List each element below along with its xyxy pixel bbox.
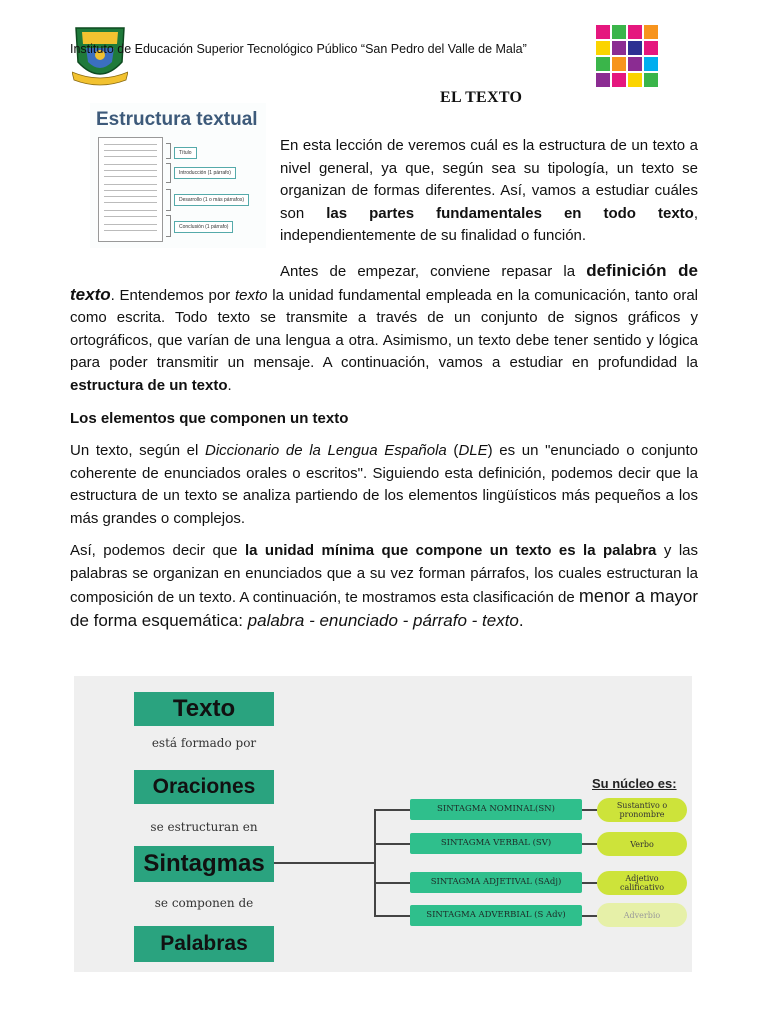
institution-header: Instituto de Educación Superior Tecnológico Público “San Pedro del Valle de Mala” [70, 42, 527, 56]
connector-estructuran: se estructuran en [150, 820, 258, 834]
nucleo-verbo: Verbo [597, 832, 687, 856]
connector-componen: se componen de [154, 896, 254, 910]
sintagma-adverbial: SINTAGMA ADVERBIAL (S Adv) [410, 905, 582, 926]
colorful-blocks-logo-icon [596, 25, 658, 87]
connector-line [274, 862, 374, 864]
connector-formado: está formado por [151, 736, 257, 750]
arrow-line [582, 809, 597, 811]
paragraph-dle: Un texto, según el Diccionario de la Lengua Española (DLE) es un "enunciado o conjunto coherente de enunciados orales o escritos". Siguiendo esta definición, podemos decir que la estructura de un texto se analiza partiendo de los elementos lingüísticos más pequeños a los más grandes o complejos. [70, 442, 699, 527]
arrow-line [582, 843, 597, 845]
document-title: EL TEXTO [440, 89, 523, 106]
text-hierarchy-diagram [74, 676, 692, 972]
connector-line [374, 809, 410, 811]
nucleo-sustantivo: Sustantivo o pronombre [597, 798, 687, 822]
arrow-line [582, 882, 597, 884]
figure-box-intro: Introducción (1 párrafo) [174, 167, 236, 179]
sintagma-nominal: SINTAGMA NOMINAL(SN) [410, 799, 582, 820]
level-palabras: Palabras [134, 926, 274, 962]
connector-line [374, 882, 410, 884]
level-oraciones: Oraciones [134, 770, 274, 804]
nucleo-title: Su núcleo es: [592, 776, 677, 791]
page-outline-icon [98, 137, 163, 242]
text-structure-figure [90, 103, 266, 248]
school-crest-icon [72, 22, 128, 90]
sintagma-adjetival: SINTAGMA ADJETIVAL (SAdj) [410, 872, 582, 893]
nucleo-adverbio: Adverbio [597, 903, 687, 927]
paragraph-intro: En esta lección de veremos cuál es la estructura de un texto a nivel general, ya que, según sea su tipología, un texto se organizan de formas diferentes. Así, vamos a estudiar cuáles son las partes fundamentales en todo texto, independientemente de su finalidad o función. [280, 137, 698, 244]
connector-line [374, 843, 410, 845]
paragraph-definition: Antes de empezar, conviene repasar la definición de texto. Entendemos por texto la unidad fundamental empleada en la comunicación, tanto oral como escrita. Todo texto se transmite a través de un conjunto de signos gráficos y ortográficos, que varían de una lengua a otra. Asimismo, un texto debe tener sentido y lógica para poder transmitir un mensaje. A continuación, vamos a estudiar en profundidad la estructura de un texto. [70, 261, 699, 394]
level-texto: Texto [134, 692, 274, 726]
nucleo-adjetivo: Adjetivo calificativo [597, 871, 687, 895]
figure-title: Estructura textual [96, 109, 258, 130]
section-heading: Los elementos que componen un texto [70, 410, 349, 427]
level-sintagmas: Sintagmas [134, 846, 274, 882]
figure-box-conclusion: Conclusión (1 párrafo) [174, 221, 233, 233]
figure-box-development: Desarrollo (1 o más párrafos) [174, 194, 249, 206]
figure-box-title: Título [174, 147, 197, 159]
arrow-line [582, 915, 597, 917]
connector-line [374, 809, 376, 916]
sintagma-verbal: SINTAGMA VERBAL (SV) [410, 833, 582, 854]
paragraph-minimal-unit: Así, podemos decir que la unidad mínima que compone un texto es la palabra y las palabras se organizan en enunciados que a su vez forman párrafos, los cuales estructuran la composición de un texto. A continuación, te mostramos esta clasificación de menor a mayor de forma esquemática: palabra - enunciado - párrafo - texto. [70, 542, 699, 630]
connector-line [374, 915, 410, 917]
